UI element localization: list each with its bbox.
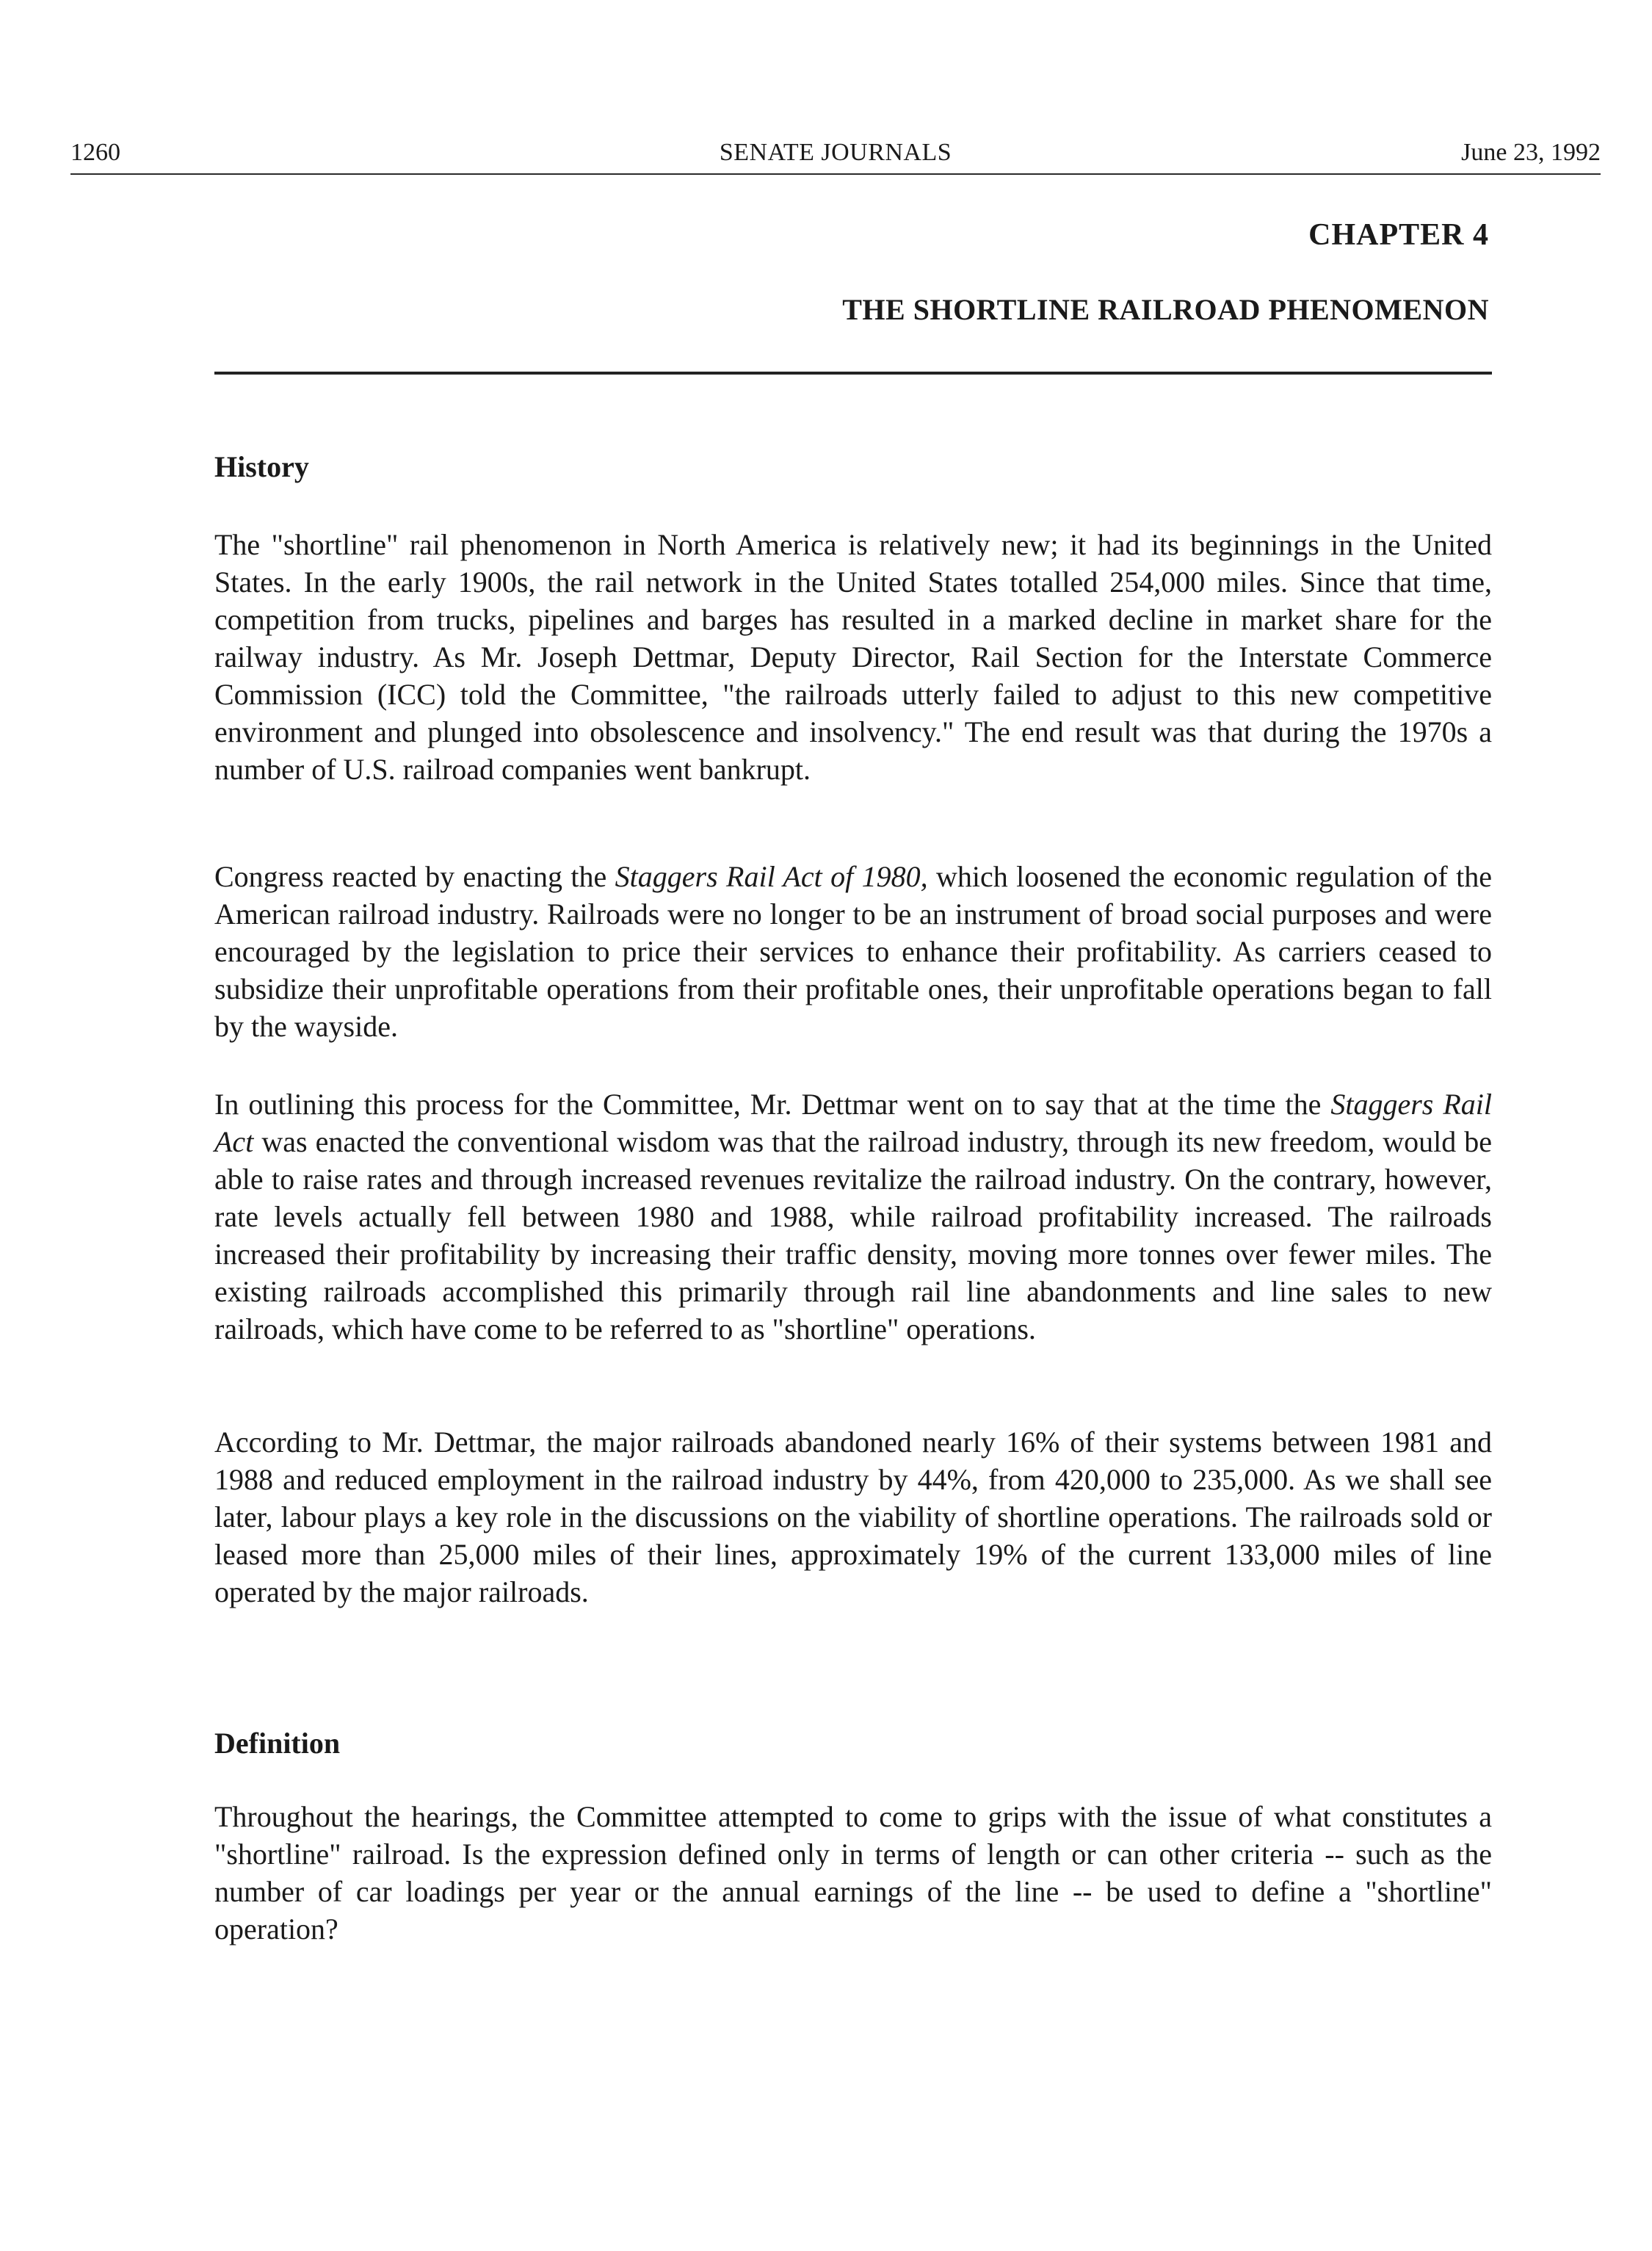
history-p2-text-end: which loosened the economic regulation of the American railroad industry. Railroads were no longer to be an instrument of broad social purposes and were encouraged by the legislation to price their services to enhance their profitability. As carriers ceased to subsidize their unprofitable operations from their profitable ones, their unprofitable operations began to fall by the wayside. xyxy=(214,860,1492,1043)
section-heading-history: History xyxy=(214,450,309,483)
history-p3-text-end: was enacted the conventional wisdom was that the railroad industry, through its new freedom, would be able to raise rates and through increased revenues revitalize the railroad industry. On the contrary, however, rate levels actually fell between 1980 and 1988, while railroad profitability increased. The railroads increased their profitability by increasing their traffic density, moving more tonnes over fewer miles. The existing railroads accomplished this primarily through rail line abandonments and line sales to new railroads, which have come to be referred to as "shortline" operations. xyxy=(214,1125,1492,1345)
journal-title: SENATE JOURNALS xyxy=(719,139,952,166)
journal-date: June 23, 1992 xyxy=(1461,139,1601,166)
chapter-divider xyxy=(214,372,1492,375)
history-paragraph-1: The "shortline" rail phenomenon in North America is relatively new; it had its beginnings in the United States. In the early 1900s, the rail network in the United States totalled 254,000 miles. Since that time, competition from trucks, pipelines and barges has resulted in a marked decline in market share for the railway industry. As Mr. Joseph Dettmar, Deputy Director, Rail Section for the Interstate Commerce Commission (ICC) told the Committee, "the railroads utterly failed to adjust to this new competitive environment and plunged into obsolescence and insolvency." The end result was that during the 1970s a number of U.S. railroad companies went bankrupt. xyxy=(214,528,1492,786)
history-p2-text-start: Congress reacted by enacting the xyxy=(214,860,615,893)
running-header xyxy=(70,137,1601,175)
chapter-number: CHAPTER 4 xyxy=(1308,218,1489,252)
act-name-italic: Staggers Rail Act xyxy=(214,1088,1492,1158)
chapter-title: THE SHORTLINE RAILROAD PHENOMENON xyxy=(842,293,1489,326)
section-heading-definition: Definition xyxy=(214,1727,341,1760)
history-paragraph-2 xyxy=(214,858,1492,1045)
history-paragraph-3 xyxy=(214,1085,1492,1348)
history-paragraph-4: According to Mr. Dettmar, the major railroads abandoned nearly 16% of their systems between 1981 and 1988 and reduced employment in the railroad industry by 44%, from 420,000 to 235,000. As we shall see later, labour plays a key role in the discussions on the viability of shortline operations. The railroads sold or leased more than 25,000 miles of their lines, approximately 19% of the current 133,000 miles of line operated by the major railroads. xyxy=(214,1426,1492,1608)
page-number: 1260 xyxy=(70,139,120,166)
history-p3-text-start: In outlining this process for the Committee, Mr. Dettmar went on to say that at the time the xyxy=(214,1088,1331,1121)
definition-paragraph-1: Throughout the hearings, the Committee attempted to come to grips with the issue of what constitutes a "shortline" railroad. Is the expression defined only in terms of length or can other criteria -- such as the number of car loadings per year or the annual earnings of the line -- be used to define a "shortline" operation? xyxy=(214,1800,1492,1945)
act-title-italic: Staggers Rail Act of 1980, xyxy=(615,860,928,893)
